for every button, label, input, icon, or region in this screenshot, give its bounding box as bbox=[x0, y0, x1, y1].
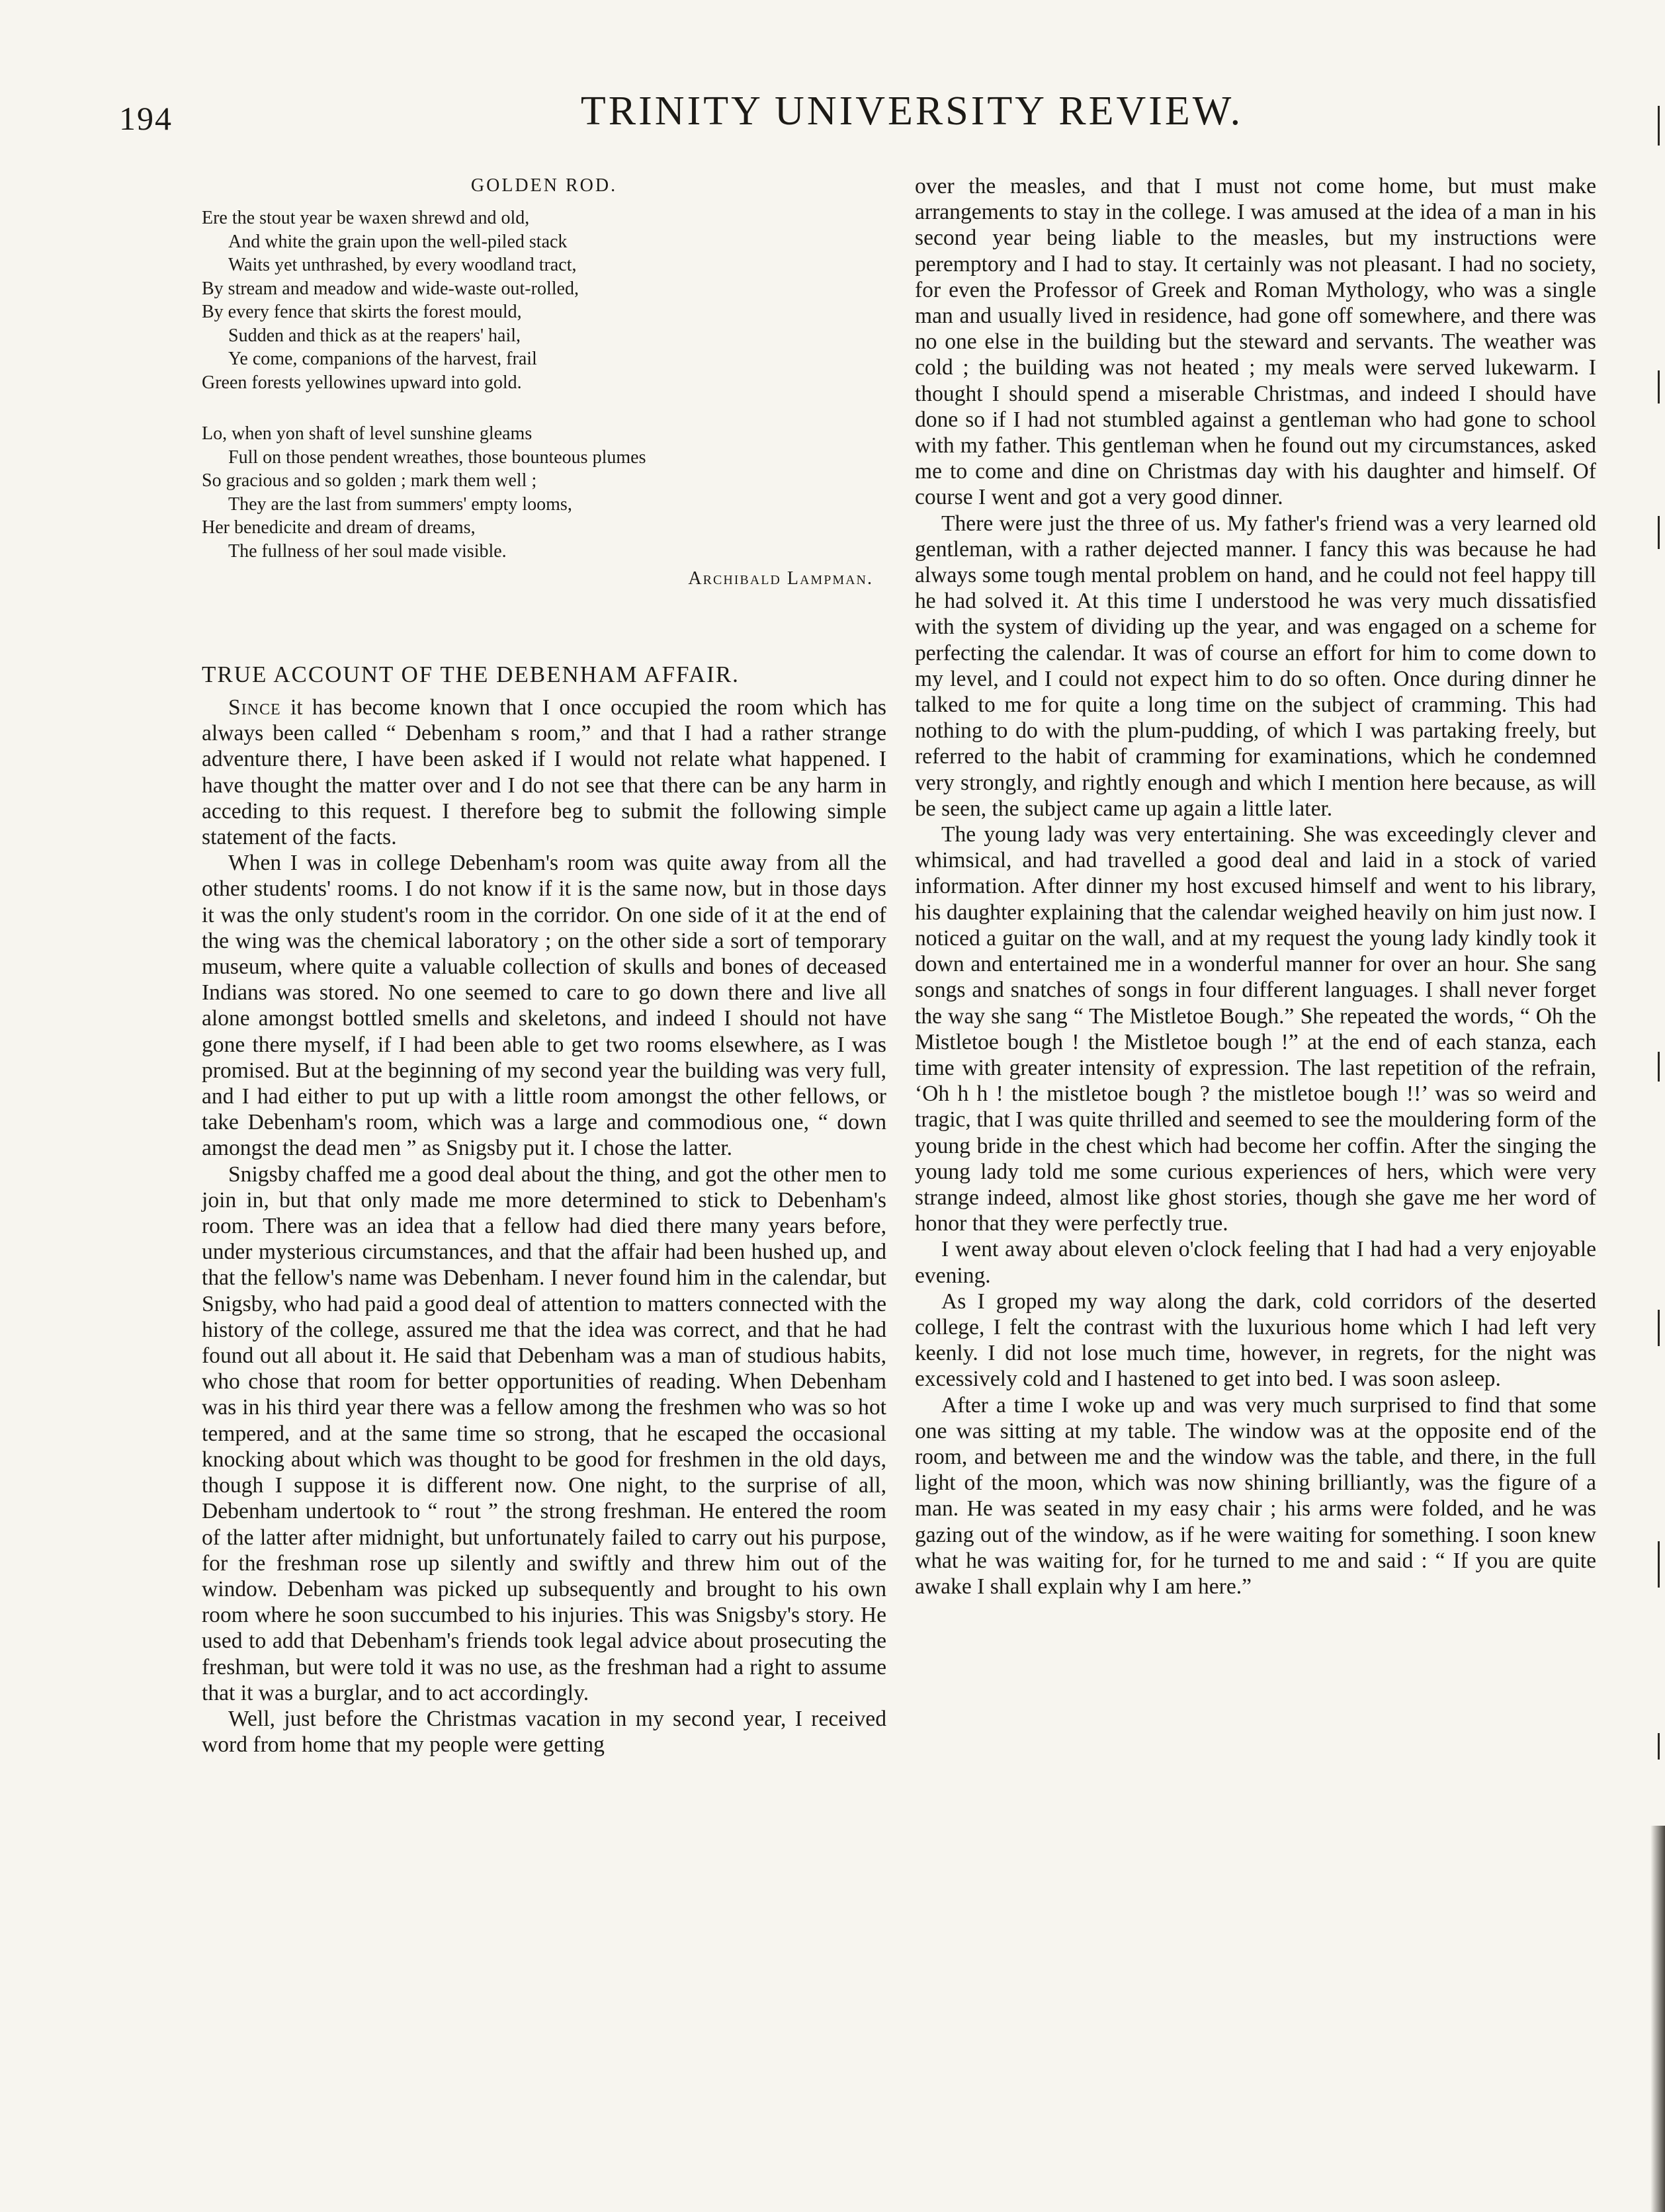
article-paragraph: Snigsby chaffed me a good deal about the thing, and got the other men to join in, but that only made me more determined to stick to Debenham's room. There was an idea that a fellow had died there many years before, under mysterious circumstances, and that the affair had been hushed up, and that the fellow's name was Debenham. I never found him in the calendar, but Snigsby, who had paid a good deal of attention to matters connected with the history of the college, assured me that the idea was correct, and that he had found out all about it. He said that Debenham was a man of studious habits, who chose that room for better opportunities of reading. When Debenham was in his third year there was a fellow among the freshmen who was so hot tempered, and at the same time so strong, that he escaped the occasional knocking about which was thought to be good for freshmen in the old days, though I suppose it is different now. One night, to the surprise of all, Debenham undertook to “ rout ” the strong freshman. He entered the room of the latter after midnight, but unfortunately failed to carry out his purpose, for the freshman rose up silently and swiftly and threw him out of the window. Debenham was picked up subsequently and brought to his own room where he soon succumbed to his injuries. This was Snigsby's story. He used to add that Debenham's friends took legal advice about prosecuting the freshman, but were told it was no use, as the freshman had a right to assume that it was a burglar, and to act accordingly. bbox=[202, 1162, 886, 1705]
poem-line: So gracious and so golden ; mark them well ; bbox=[202, 470, 537, 491]
poem-line: By stream and meadow and wide-waste out-rolled, bbox=[202, 278, 579, 299]
article-paragraph: Well, just before the Christmas vacation in my second year, I received word from home that my people were getting bbox=[202, 1706, 886, 1758]
poem-title: GOLDEN ROD. bbox=[470, 175, 618, 196]
left-column bbox=[202, 173, 886, 1758]
article-paragraph: I went away about eleven o'clock feeling that I had had a very enjoyable evening. bbox=[915, 1237, 1596, 1288]
article-paragraph: over the measles, and that I must not come home, but must make arrangements to stay in the college. I was amused at the idea of a man in his second year being liable to the measles, but my instructions were peremptory and I had to stay. It certainly was not pleasant. I had no society, for even the Professor of Greek and Roman Mythology, who was a single man and usually lived in residence, had gone off somewhere, and there was no one else in the building but the steward and servants. The weather was cold ; the building was not heated ; my meals were served lukewarm. I thought I should spend a miserable Christmas, and indeed I should have done so if I had not stumbled against a gentleman who had gone to school with my father. This gentleman when he found out my circumstances, asked me to come and dine on Christmas day with his daughter and himself. Of course I went and got a very good dinner. bbox=[915, 174, 1596, 510]
article-paragraph: After a time I woke up and was very much surprised to find that some one was sitting at my table. The window was at the opposite end of the room, and between me and the window was the table, and there, in the full light of the moon, which was now shining brilliantly, was the figure of a man. He was seated in my easy chair ; his arms were folded, and he was gazing out of the window, as if he were waiting for something. I soon knew what he was waiting for, for he turned to me and said : “ If you are quite awake I shall explain why I am here.” bbox=[915, 1392, 1596, 1599]
poem-line: Ye come, companions of the harvest, frail bbox=[228, 349, 537, 369]
poem-line: Full on those pendent wreathes, those bounteous plumes bbox=[228, 447, 646, 468]
poem-line: They are the last from summers' empty looms, bbox=[228, 493, 572, 515]
page-number: 194 bbox=[119, 100, 173, 137]
poem-line: Her benedicite and dream of dreams, bbox=[202, 517, 476, 538]
poem bbox=[202, 206, 886, 563]
article-title: TRUE ACCOUNT OF THE DEBENHAM AFFAIR. bbox=[202, 661, 740, 687]
article-paragraph: There were just the three of us. My father's friend was a very learned old gentleman, with a rather dejected manner. I fancy this was because he had always some tough mental problem on hand, and he could not feel happy till he had solved it. At this time I understood he was very much dissatisfied with the system of dividing up the year, and was engaged on a scheme for perfecting the calendar. It was of course an effort for him to come down to my level, and I could not expect him to do so often. Once during dinner he talked to me for quite a long time on the subject of cramming. This had nothing to do with the plum-pudding, of which I was partaking freely, but referred to the habit of cramming for examinations, which he condemned very strongly, and rightly enough and which I mention here because, as will be seen, the subject came up again a little later. bbox=[915, 511, 1596, 821]
article-paragraph: Since it has become known that I once occupied the room which has always been called “ Debenham s room,” and that I had a rather strange adventure there, I have been asked if I would not relate what happened. I have thought the matter over and I do not see that there can be any harm in acceding to this request. I therefore beg to submit the following simple statement of the facts. bbox=[202, 695, 886, 850]
article-paragraph: The young lady was very entertaining. She was exceedingly clever and whimsical, and had travelled a good deal and laid in a stock of varied information. After dinner my host excused himself and went to his library, his daughter explaining that the calendar weighed heavily on him just now. I noticed a guitar on the wall, and at my request the young lady kindly took it down and entertained me in a wonderful manner for over an hour. She sang songs and snatches of songs in four different languages. I shall never forget the way she sang “ The Mistletoe Bough.” She repeated the words, “ Oh the Mistletoe bough ! the Mistletoe bough !” at the end of each stanza, each time with greater intensity of expression. The last repetition of the refrain, ‘Oh h h ! the mistletoe bough ? the mistletoe bough !!’ was so weird and tragic, that I was quite thrilled and seemed to see the mouldering form of the young bride in the chest which had become her coffin. After the singing the young lady told me some curious experiences of hers, which were very strange indeed, almost like ghost stories, though she gave me her word of honor that they were perfectly true. bbox=[915, 822, 1596, 1236]
poem-line: Waits yet unthrashed, by every woodland tract, bbox=[228, 255, 577, 275]
poem-line: Green forests yellowines upward into gold. bbox=[202, 372, 522, 393]
poem-line: Lo, when yon shaft of level sunshine gleams bbox=[202, 423, 533, 444]
poem-line: The fullness of her soul made visible. bbox=[228, 540, 507, 562]
poem-line: And white the grain upon the well-piled stack bbox=[228, 231, 568, 252]
right-column bbox=[915, 173, 1596, 1599]
running-title: TRINITY UNIVERSITY REVIEW. bbox=[580, 89, 1244, 134]
poem-author: Archibald Lampman. bbox=[688, 568, 873, 589]
poem-line: Ere the stout year be waxen shrewd and old, bbox=[202, 208, 530, 228]
article-paragraph: As I groped my way along the dark, cold corridors of the deserted college, I felt the contrast with the luxurious home which I had left very keenly. I did not lose much time, however, in regrets, for the night was excessively cold and I hastened to get into bed. I was soon asleep. bbox=[915, 1289, 1596, 1392]
article-paragraph: When I was in college Debenham's room was quite away from all the other students' rooms. I do not know if it is the same now, but in those days it was the only student's room in the corridor. On one side of it at the end of the wing was the chemical laboratory ; on the other side a sort of temporary museum, where quite a valuable collection of skulls and bones of deceased Indians was stored. No one seemed to care to go down there and live all alone amongst bottled smells and skeletons, and indeed I should not have gone there myself, if I had been able to get two rooms elsewhere, as I was promised. But at the beginning of my second year the building was very full, and I had either to put up with a little room amongst the other fellows, or take Debenham's room, which was a large and commodious one, “ down amongst the dead men ” as Snigsby put it. I chose the latter. bbox=[202, 851, 886, 1161]
poem-line: By every fence that skirts the forest mould, bbox=[202, 302, 522, 322]
binding-shadow bbox=[1650, 1826, 1665, 2212]
poem-line: Sudden and thick as at the reapers' hail, bbox=[228, 325, 521, 346]
